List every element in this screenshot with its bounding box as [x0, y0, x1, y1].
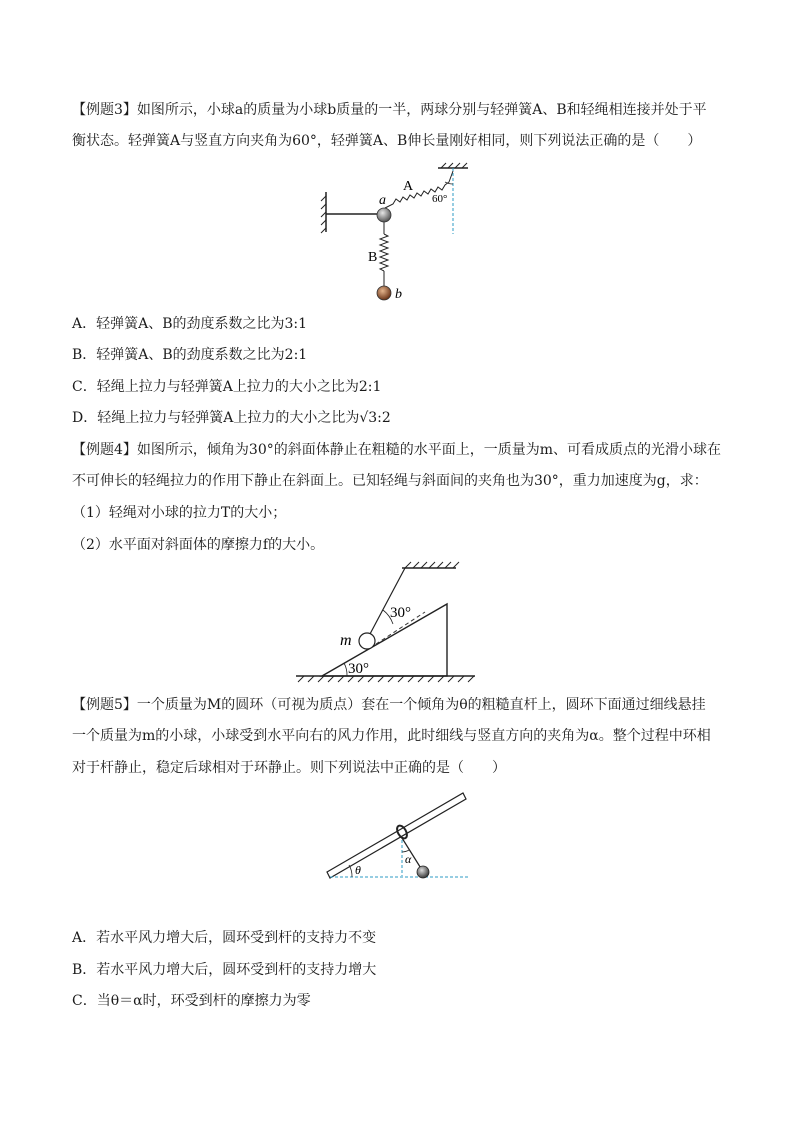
spring-b — [380, 234, 388, 271]
label-theta: θ — [355, 863, 361, 877]
ex3-option-a[interactable]: A．轻弹簧A、B的劲度系数之比为3:1 — [72, 316, 308, 332]
ex4-stem-line1: 【例题4】如图所示，倾角为30°的斜面体静止在粗糙的水平面上，一质量为m、可看成质点的光滑小球在 — [72, 442, 721, 458]
ex3-figure — [318, 160, 468, 305]
ball — [417, 866, 429, 878]
label-alpha: α — [405, 852, 412, 866]
angle-label-60: 60° — [432, 193, 448, 205]
label-spring-a: A — [403, 179, 414, 194]
angle-arc-bottom — [344, 663, 347, 676]
ex5-stem-line3: 对于杆静止，稳定后球相对于环静止。则下列说法中正确的是（ ） — [72, 760, 506, 776]
ex5-stem-line2: 一个质量为m的小球，小球受到水平向右的风力作用，此时细线与竖直方向的夹角为α。整个过程中环相 — [72, 728, 711, 744]
label-m: m — [340, 632, 352, 649]
string — [370, 568, 405, 634]
ex4-question-1: （1）轻绳对小球的拉力T的大小； — [72, 505, 287, 521]
ball-a — [377, 208, 391, 222]
label-a: a — [379, 193, 386, 208]
ex3-option-b[interactable]: B．轻弹簧A、B的劲度系数之比为2:1 — [72, 347, 308, 363]
ex5-figure — [322, 790, 472, 885]
ex4-stem-line2: 不可伸长的轻绳拉力的作用下静止在斜面上。已知轻绳与斜面间的夹角也为30°，重力加速度为g，求： — [72, 473, 708, 489]
ball-b — [377, 286, 391, 300]
ex5-option-a[interactable]: A．若水平风力增大后，圆环受到杆的支持力不变 — [72, 930, 377, 946]
ex3-stem-line1: 【例题3】如图所示，小球a的质量为小球b质量的一半，两球分别与轻弹簧A、B和轻绳相连接并处于平 — [72, 102, 707, 118]
angle-label-top: 30° — [390, 605, 411, 621]
ex3-option-d[interactable]: D．轻绳上拉力与轻弹簧A上拉力的大小之比为√3:2 — [72, 410, 391, 426]
ball-m — [359, 633, 375, 649]
angle-label-bottom: 30° — [348, 661, 369, 677]
ex5-option-b[interactable]: B．若水平风力增大后，圆环受到杆的支持力增大 — [72, 962, 377, 978]
label-b: b — [395, 287, 402, 302]
ex5-stem-line1: 【例题5】一个质量为M的圆环（可视为质点）套在一个倾角为θ的粗糙直杆上，圆环下面通过细线悬挂 — [72, 697, 706, 713]
ex4-figure — [290, 556, 480, 684]
ex4-question-2: （2）水平面对斜面体的摩擦力f的大小。 — [72, 537, 325, 553]
ex3-stem-line2: 衡状态。轻弹簧A与竖直方向夹角为60°，轻弹簧A、B伸长量刚好相同，则下列说法正确的是（ ） — [72, 133, 702, 149]
ex3-option-c[interactable]: C．轻绳上拉力与轻弹簧A上拉力的大小之比为2:1 — [72, 379, 382, 395]
label-spring-b: B — [368, 250, 378, 265]
ex5-option-c[interactable]: C．当θ＝α时，环受到杆的摩擦力为零 — [72, 993, 311, 1009]
rod — [327, 793, 466, 878]
